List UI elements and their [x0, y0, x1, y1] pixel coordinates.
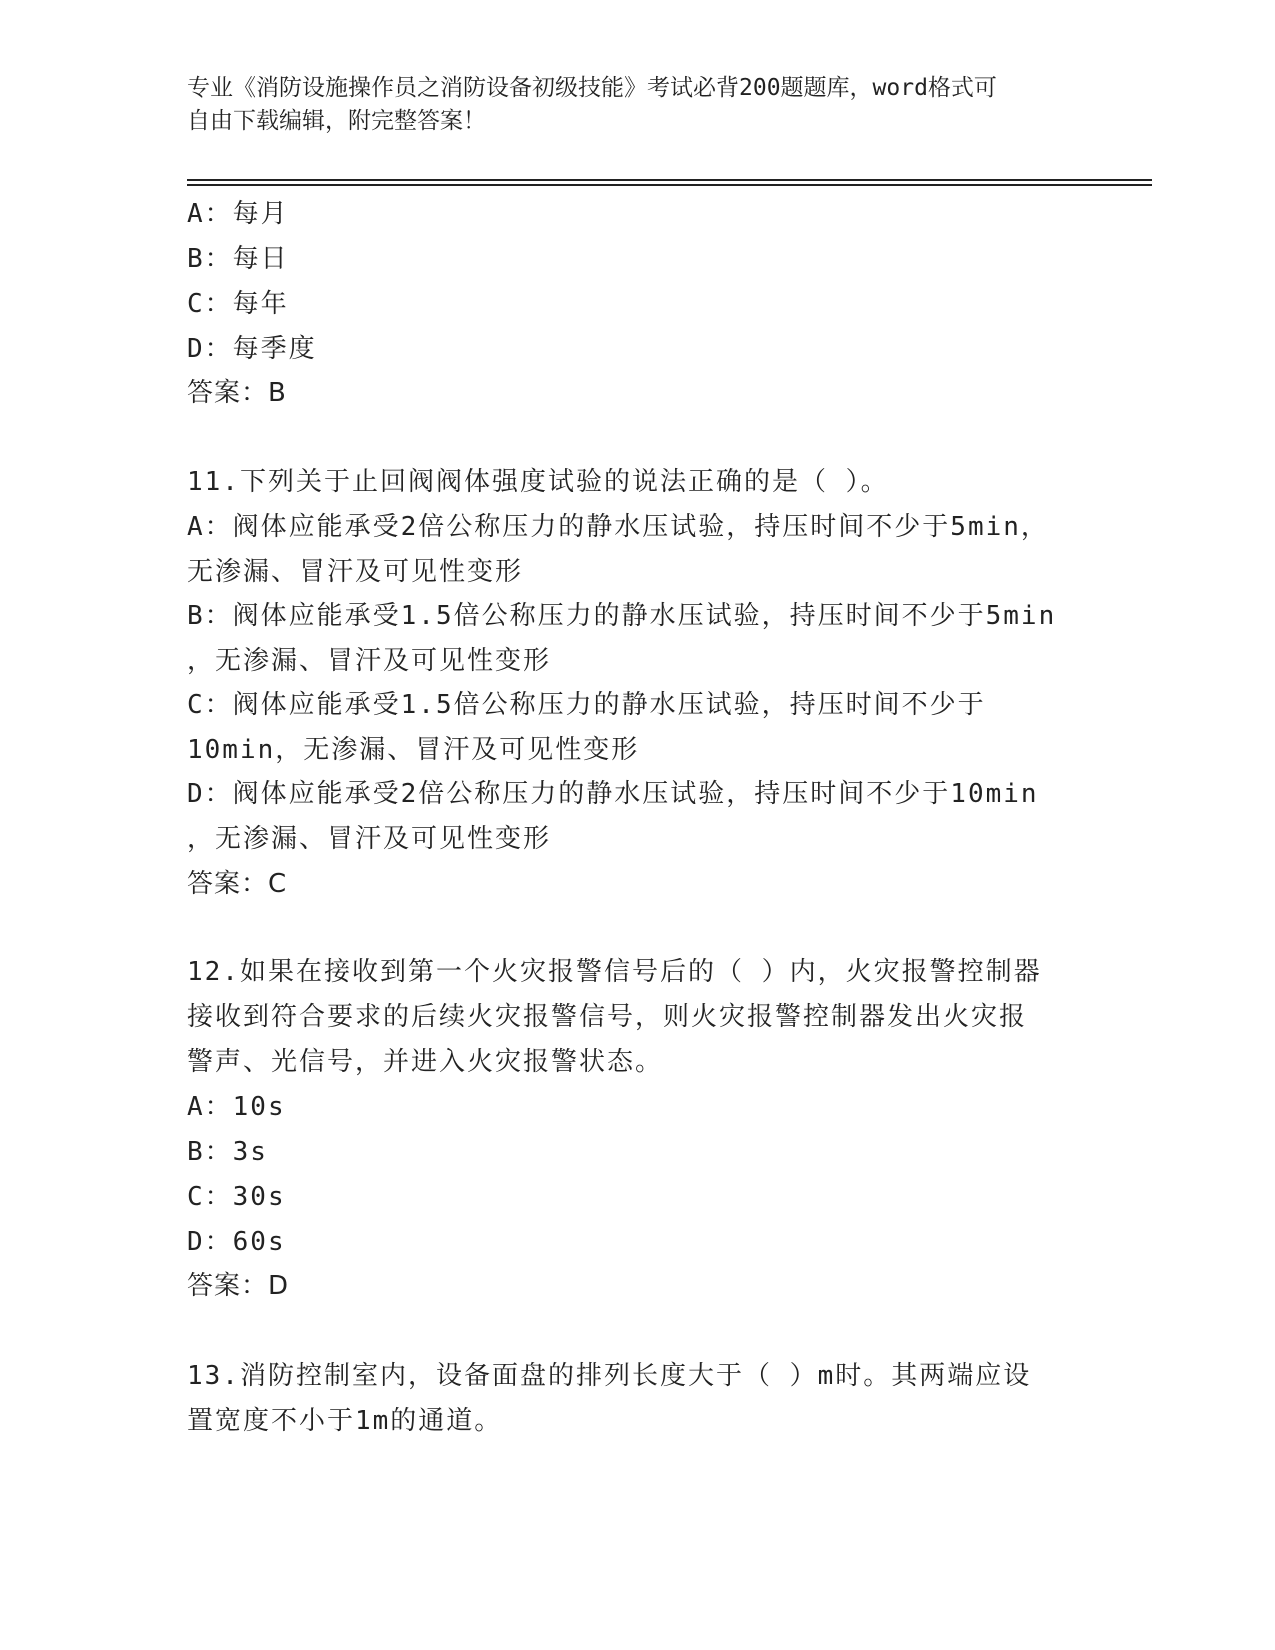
q10-option-d: D：每季度	[187, 334, 317, 364]
header-divider-top	[187, 179, 1152, 181]
q10-option-a: A：每月	[187, 199, 289, 229]
q11-option-d: D：阀体应能承受2倍公称压力的静水压试验，持压时间不少于10min	[187, 779, 1039, 809]
q12-option-a: A：10s	[187, 1092, 286, 1122]
q11-stem: 11.下列关于止回阀阀体强度试验的说法正确的是（ ）。	[187, 467, 889, 497]
q11-option-c: C：阀体应能承受1.5倍公称压力的静水压试验，持压时间不少于	[187, 690, 986, 720]
q10-option-b: B：每日	[187, 244, 289, 274]
q12-stem-line-1: 12.如果在接收到第一个火灾报警信号后的（ ）内，火灾报警控制器	[187, 957, 1042, 987]
q10-answer: 答案：B	[187, 378, 287, 408]
q12-stem-line-2: 接收到符合要求的后续火灾报警信号，则火灾报警控制器发出火灾报	[187, 1002, 1028, 1032]
q11-option-b: B：阀体应能承受1.5倍公称压力的静水压试验，持压时间不少于5min	[187, 601, 1057, 631]
q11-option-a-cont: 无渗漏、冒汗及可见性变形	[187, 557, 524, 587]
q12-stem-line-3: 警声、光信号，并进入火灾报警状态。	[187, 1047, 664, 1077]
q12-option-d: D：60s	[187, 1227, 286, 1257]
q12-option-c: C：30s	[187, 1182, 286, 1212]
q11-option-d-cont: ，无渗漏、冒汗及可见性变形	[187, 824, 552, 854]
document-header	[187, 72, 1087, 138]
q12-answer: 答案：D	[187, 1271, 290, 1301]
q13-stem-line-2: 置宽度不小于1m的通道。	[187, 1406, 503, 1436]
header-line-1: 专业《消防设施操作员之消防设备初级技能》考试必背200题题库，word格式可	[187, 75, 997, 101]
q11-option-b-cont: ，无渗漏、冒汗及可见性变形	[187, 646, 552, 676]
q11-option-c-cont: 10min，无渗漏、冒汗及可见性变形	[187, 735, 640, 765]
q10-option-c: C：每年	[187, 289, 289, 319]
header-divider-bottom	[187, 184, 1152, 186]
header-line-2: 自由下载编辑，附完整答案！	[187, 108, 486, 134]
q13-stem-line-1: 13.消防控制室内，设备面盘的排列长度大于（ ）m时。其两端应设	[187, 1361, 1032, 1391]
q11-option-a: A：阀体应能承受2倍公称压力的静水压试验，持压时间不少于5min，	[187, 512, 1049, 542]
q11-answer: 答案：C	[187, 869, 288, 899]
q12-option-b: B：3s	[187, 1137, 268, 1167]
